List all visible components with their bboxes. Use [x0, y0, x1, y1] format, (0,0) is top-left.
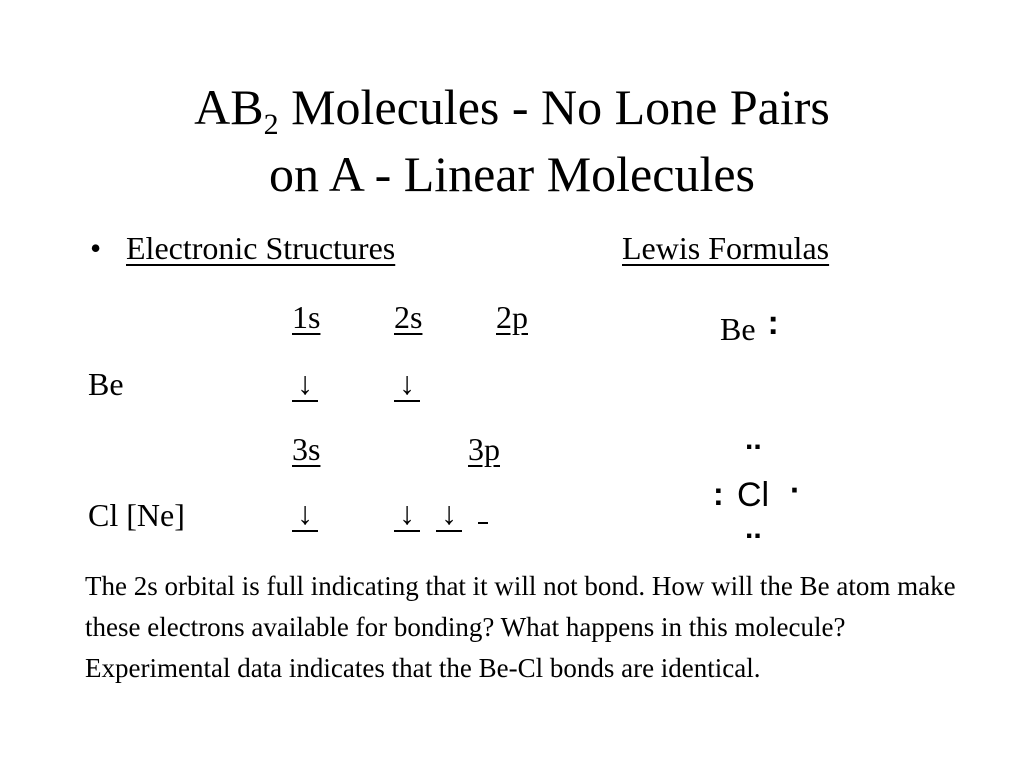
down-arrow-icon: ↓ [292, 368, 318, 402]
down-arrow-icon: ↓ [394, 368, 420, 402]
lewis-be-symbol: Be [720, 311, 756, 347]
slide-title-line-1 [0, 78, 1024, 154]
lewis-cl-right-dot: · [790, 472, 801, 508]
orbital-label-1s: 1s [292, 299, 321, 335]
slide-title-line-2: on A - Linear Molecules [269, 146, 755, 202]
lewis-cl-left-dots: : [713, 476, 724, 512]
heading-electronic-structures: Electronic Structures [126, 230, 396, 266]
orbital-label-3s: 3s [292, 431, 321, 467]
down-arrow-icon: ↓ [292, 498, 318, 532]
cl-3s-slot [292, 494, 318, 532]
heading-lewis-formulas: Lewis Formulas [622, 230, 830, 266]
lewis-be-dots: : [767, 304, 779, 342]
element-be: Be [88, 366, 124, 402]
orbital-label-2p: 2p [496, 299, 528, 335]
empty-orbital-slot [478, 520, 488, 524]
title-suffix: Molecules - No Lone Pairs [278, 79, 830, 135]
lewis-cl-top-dots: .. [745, 423, 762, 456]
bullet: • [90, 230, 102, 266]
orbital-label-3p: 3p [468, 431, 500, 467]
lewis-cl-symbol: Cl [737, 476, 770, 514]
orbital-label-2s: 2s [394, 299, 423, 335]
lewis-cl-bottom-dots: .. [745, 512, 762, 545]
down-arrow-icon: ↓ [394, 498, 420, 532]
lewis-be [720, 304, 779, 349]
title-prefix: AB [194, 79, 264, 135]
element-cl: Cl [Ne] [88, 497, 185, 533]
title-subscript: 2 [263, 108, 279, 141]
cl-3p-slots [394, 494, 488, 532]
explanation-paragraph: The 2s orbital is full indicating that it will not bond. How will the Be atom make these electrons available for bonding? What happens in this molecule? Experimental data indicates that the Be-Cl bonds are identical. [85, 571, 956, 683]
be-1s-slot [292, 364, 318, 402]
down-arrow-icon: ↓ [436, 498, 462, 532]
be-2s-slot [394, 364, 420, 402]
